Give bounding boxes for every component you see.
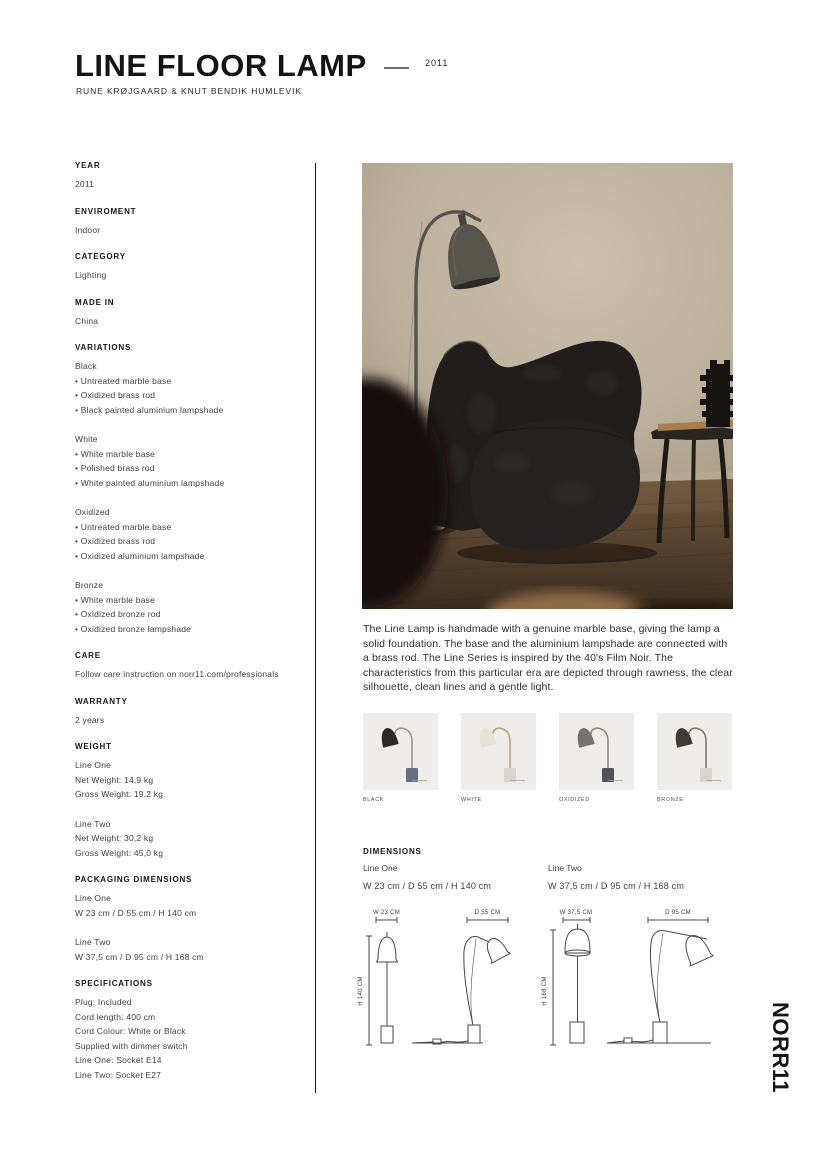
section-line: 2011 (75, 179, 95, 189)
title-year: 2011 (425, 58, 449, 68)
dimension-line-name: Line Two (548, 863, 582, 873)
sidebar-section (75, 935, 310, 964)
lamp-icon (663, 722, 727, 782)
section-line: Lighting (75, 270, 107, 280)
front-view-drawing (565, 924, 590, 1043)
depth-label: D 55 CM (474, 910, 501, 916)
section-line: • Oxidized aluminium lampshade (75, 550, 205, 561)
lamp-icon (369, 722, 433, 782)
sidebar-section (75, 875, 310, 920)
product-description: The Line Lamp is handmade with a genuine marble base, giving the lamp a solid foundation. The base and the aluminium lampshade are connected with a brass rod. The Line Series is inspired by the 40's Film Noir. The characteristics from this particular era are depicted through rawness, the clear silhouette, clean lines and a gentle light. (363, 623, 733, 693)
section-heading: SPECIFICATIONS (75, 979, 153, 988)
sidebar-section (75, 505, 310, 563)
section-line: • Untreated marble base (75, 521, 172, 532)
sidebar-section (75, 697, 310, 728)
section-line: • Oxidized bronze lampshade (75, 623, 192, 634)
variant-image (559, 713, 634, 790)
line-two-dimension-diagram (530, 903, 745, 1053)
section-line: • Polished brass rod (75, 463, 155, 473)
section-line: • Untreated marble base (75, 375, 172, 386)
width-label: W 23 CM (372, 910, 401, 916)
variant-thumbnail (461, 713, 536, 803)
section-line: Oxidized (75, 507, 110, 517)
section-line: Bronze (75, 580, 104, 590)
side-view-drawing (607, 931, 713, 1044)
title-dash-rule (384, 67, 409, 69)
sidebar-section (75, 651, 310, 682)
variant-label: OXIDIZED (559, 797, 590, 803)
section-line: Gross Weight: 19,2 kg (75, 789, 164, 799)
side-view-drawing (412, 934, 510, 1044)
lamp-icon (565, 722, 629, 782)
variant-thumbnail (657, 713, 732, 803)
section-line: Line One: Socket E14 (75, 1055, 162, 1065)
section-line: Net Weight: 30,2 kg (75, 833, 154, 843)
section-line: • Oxidized bronze rod (75, 609, 161, 619)
sidebar-section (75, 578, 310, 636)
sidebar-section (75, 252, 310, 283)
width-label: W 37,5 CM (559, 910, 593, 916)
variant-label: BLACK (363, 797, 385, 803)
section-line: • Black painted aluminium lampshade (75, 404, 224, 415)
line-one-dimension-diagram (340, 903, 545, 1053)
sidebar-section (75, 432, 310, 490)
section-line: White (75, 434, 98, 444)
section-line: • Oxidized brass rod (75, 536, 156, 546)
thumbnails-row (363, 713, 732, 803)
section-line: Line Two (75, 818, 111, 829)
section-line: • Oxidized brass rod (75, 390, 156, 400)
section-line: Cord Colour: White or Black (75, 1026, 186, 1036)
sidebar-section (75, 979, 310, 1082)
section-line: Net Weight: 14,9 kg (75, 774, 154, 785)
section-line: Cord length: 400 cm (75, 1011, 156, 1022)
sidebar-section (75, 343, 310, 417)
section-line: Line Two (75, 937, 111, 947)
section-heading: WEIGHT (75, 742, 112, 751)
section-line: Supplied with dimmer switch (75, 1040, 188, 1051)
section-line: • White marble base (75, 448, 156, 459)
section-line: Line One (75, 893, 112, 903)
section-line: 2 years (75, 714, 105, 725)
lifestyle-photo (362, 163, 733, 609)
variant-image (657, 713, 732, 790)
depth-label: D 95 CM (665, 910, 691, 916)
dimensions-heading: DIMENSIONS (363, 847, 422, 856)
variant-thumbnail (363, 713, 438, 803)
variant-image (461, 713, 536, 790)
sidebar-section (75, 298, 310, 329)
designers-names: RUNE KRØJGAARD & KNUT BENDIK HUMLEVIK (76, 86, 302, 96)
section-line: W 37,5 cm / D 95 cm / H 168 cm (75, 951, 204, 962)
section-heading: VARIATIONS (75, 343, 132, 352)
section-line: Follow care instruction on norr11.com/professionals (75, 669, 279, 679)
brand-logo: NORR11 (768, 1002, 793, 1094)
lamp-icon (467, 722, 531, 782)
section-line: China (75, 315, 99, 326)
variant-label: BRONZE (657, 797, 684, 803)
section-heading: MADE IN (75, 297, 115, 307)
section-heading: WARRANTY (75, 696, 128, 706)
dimension-line-name: Line One (363, 863, 398, 873)
sidebar (75, 161, 310, 1097)
section-line: • White painted aluminium lampshade (75, 477, 225, 488)
sidebar-section (75, 161, 310, 192)
dimension-line-value: W 37,5 cm / D 95 cm / H 168 cm (548, 881, 685, 891)
section-heading: ENVIROMENT (75, 206, 137, 216)
front-view-drawing (377, 932, 398, 1043)
section-line: Gross Weight: 45,0 kg (75, 847, 164, 858)
height-label: H 140 CM (358, 976, 364, 1006)
dimension-line-value: W 23 cm / D 55 cm / H 140 cm (363, 881, 492, 891)
variant-image (363, 713, 438, 790)
dimensions-section (363, 847, 736, 891)
height-label: H 168 CM (542, 976, 548, 1006)
section-line: Black (75, 361, 97, 371)
section-heading: CARE (75, 651, 101, 660)
sidebar-section (75, 207, 310, 238)
variant-label: WHITE (461, 797, 482, 803)
page-title: LINE FLOOR LAMP (75, 48, 367, 83)
sidebar-section (75, 742, 310, 802)
variant-thumbnail (559, 713, 634, 803)
section-line: Line One (75, 760, 112, 770)
section-line: Line Two: Socket E27 (75, 1069, 162, 1080)
section-heading: PACKAGING DIMENSIONS (75, 875, 193, 884)
vertical-divider (315, 163, 316, 1093)
section-heading: YEAR (75, 161, 101, 170)
dimensions-line-one (363, 856, 548, 891)
section-line: Plug: Included (75, 997, 132, 1007)
sidebar-section (75, 817, 310, 861)
section-heading: CATEGORY (75, 252, 126, 261)
section-line: • White marble base (75, 594, 156, 605)
section-line: W 23 cm / D 55 cm / H 140 cm (75, 907, 197, 918)
dimensions-line-two (548, 856, 733, 891)
section-line: Indoor (75, 224, 101, 235)
